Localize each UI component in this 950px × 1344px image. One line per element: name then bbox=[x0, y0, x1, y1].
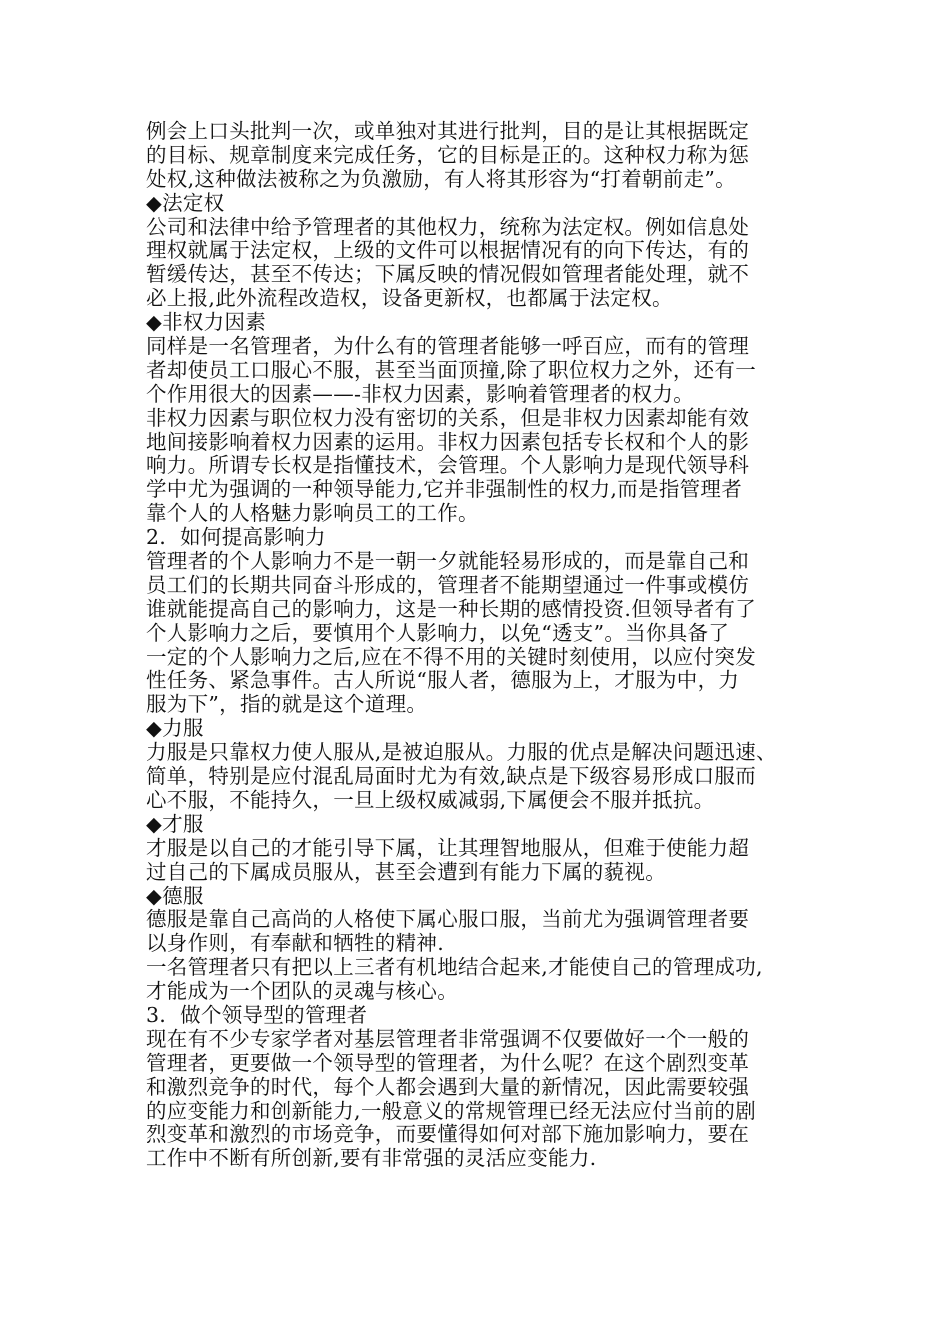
text-line: 工作中不断有所创新,要有非常强的灵活应变能力. bbox=[146, 1146, 597, 1171]
text-line: 才能成为一个团队的灵魂与核心。 bbox=[146, 979, 458, 1004]
document-body bbox=[146, 120, 814, 1171]
section-heading-defu: ◆德服 bbox=[146, 883, 204, 908]
text-line: 响力。所谓专长权是指懂技术，会管理。个人影响力是现代领导科 bbox=[146, 453, 750, 478]
text-line: 管理者，更要做一个领导型的管理者，为什么呢？在这个剧烈变革 bbox=[146, 1050, 750, 1075]
section-heading-fei-quanli-yinsu: ◆非权力因素 bbox=[146, 310, 267, 335]
text-line: 地间接影响着权力因素的运用。非权力因素包括专长权和个人的影 bbox=[146, 429, 750, 454]
text-line: 同样是一名管理者，为什么有的管理者能够一呼百应，而有的管理 bbox=[146, 334, 750, 359]
text-line: 非权力因素与职位权力没有密切的关系，但是非权力因素却能有效 bbox=[146, 405, 750, 430]
text-line: 靠个人的人格魅力影响员工的工作。 bbox=[146, 501, 479, 526]
text-line: 才服是以自己的才能引导下属，让其理智地服从，但难于使能力超 bbox=[146, 835, 750, 860]
text-line: 暂缓传达，甚至不传达；下属反映的情况假如管理者能处理，就不 bbox=[146, 262, 750, 287]
text-line: 服为下”，指的就是这个道理。 bbox=[146, 692, 428, 717]
text-line: 谁就能提高自己的影响力，这是一种长期的感情投资.但领导者有了 bbox=[146, 596, 757, 621]
text-line: 一定的个人影响力之后,应在不得不用的关键时刻使用，以应付突发 bbox=[146, 644, 757, 669]
section-heading-lifu: ◆力服 bbox=[146, 716, 204, 741]
text-line: 必上报,此外流程改造权，设备更新权，也都属于法定权。 bbox=[146, 286, 673, 311]
text-line: 和激烈竞争的时代，每个人都会遇到大量的新情况，因此需要较强 bbox=[146, 1074, 750, 1099]
text-line: 管理者的个人影响力不是一朝一夕就能轻易形成的，而是靠自己和 bbox=[146, 549, 750, 574]
text-line: 员工们的长期共同奋斗形成的，管理者不能期望通过一件事或模仿 bbox=[146, 572, 750, 597]
text-line: 简单，特别是应付混乱局面时尤为有效,缺点是下级容易形成口服而 bbox=[146, 764, 757, 789]
text-line: 处权,这种做法被称之为负激励，有人将其形容为“打着朝前走”。 bbox=[146, 166, 736, 191]
text-line: 德服是靠自己高尚的人格使下属心服口服，当前尤为强调管理者要 bbox=[146, 907, 750, 932]
section-heading-2: 2．如何提高影响力 bbox=[146, 525, 326, 550]
section-heading-caifu: ◆才服 bbox=[146, 811, 204, 836]
text-line: 公司和法律中给予管理者的其他权力，统称为法定权。例如信息处 bbox=[146, 214, 750, 239]
section-heading-fading-quan: ◆法定权 bbox=[146, 190, 225, 215]
text-line: 现在有不少专家学者对基层管理者非常强调不仅要做好一个一般的 bbox=[146, 1026, 750, 1051]
text-line: 的应变能力和创新能力,一般意义的常规管理已经无法应付当前的剧 bbox=[146, 1098, 757, 1123]
text-line: 学中尤为强调的一种领导能力,它并非强制性的权力,而是指管理者 bbox=[146, 477, 743, 502]
text-line: 理权就属于法定权，上级的文件可以根据情况有的向下传达，有的 bbox=[146, 238, 750, 263]
text-line: 力服是只靠权力使人服从,是被迫服从。力服的优点是解决问题迅速、 bbox=[146, 740, 777, 765]
text-line: 个人影响力之后，要慎用个人影响力，以免“透支”。当你具备了 bbox=[146, 620, 730, 645]
text-line: 以身作则，有奉献和牺牲的精神. bbox=[146, 931, 445, 956]
text-line: 心不服，不能持久，一旦上级权威减弱,下属便会不服并抵抗。 bbox=[146, 787, 715, 812]
text-line: 例会上口头批判一次，或单独对其进行批判，目的是让其根据既定 bbox=[146, 119, 750, 143]
text-line: 的目标、规章制度来完成任务，它的目标是正的。这种权力称为惩 bbox=[146, 142, 750, 167]
text-line: 一名管理者只有把以上三者有机地结合起来,才能使自己的管理成功, bbox=[146, 955, 763, 980]
text-line: 者却使员工口服心不服，甚至当面顶撞,除了职位权力之外，还有一 bbox=[146, 357, 757, 382]
section-heading-3: 3．做个领导型的管理者 bbox=[146, 1002, 368, 1027]
text-line: 烈变革和激烈的市场竞争，而要懂得如何对部下施加影响力，要在 bbox=[146, 1122, 750, 1147]
text-line: 个作用很大的因素——-非权力因素，影响着管理者的权力。 bbox=[146, 381, 695, 406]
text-line: 过自己的下属成员服从，甚至会遭到有能力下属的藐视。 bbox=[146, 859, 666, 884]
text-line: 性任务、紧急事件。古人所说“服人者，德服为上，才服为中，力 bbox=[146, 668, 740, 693]
